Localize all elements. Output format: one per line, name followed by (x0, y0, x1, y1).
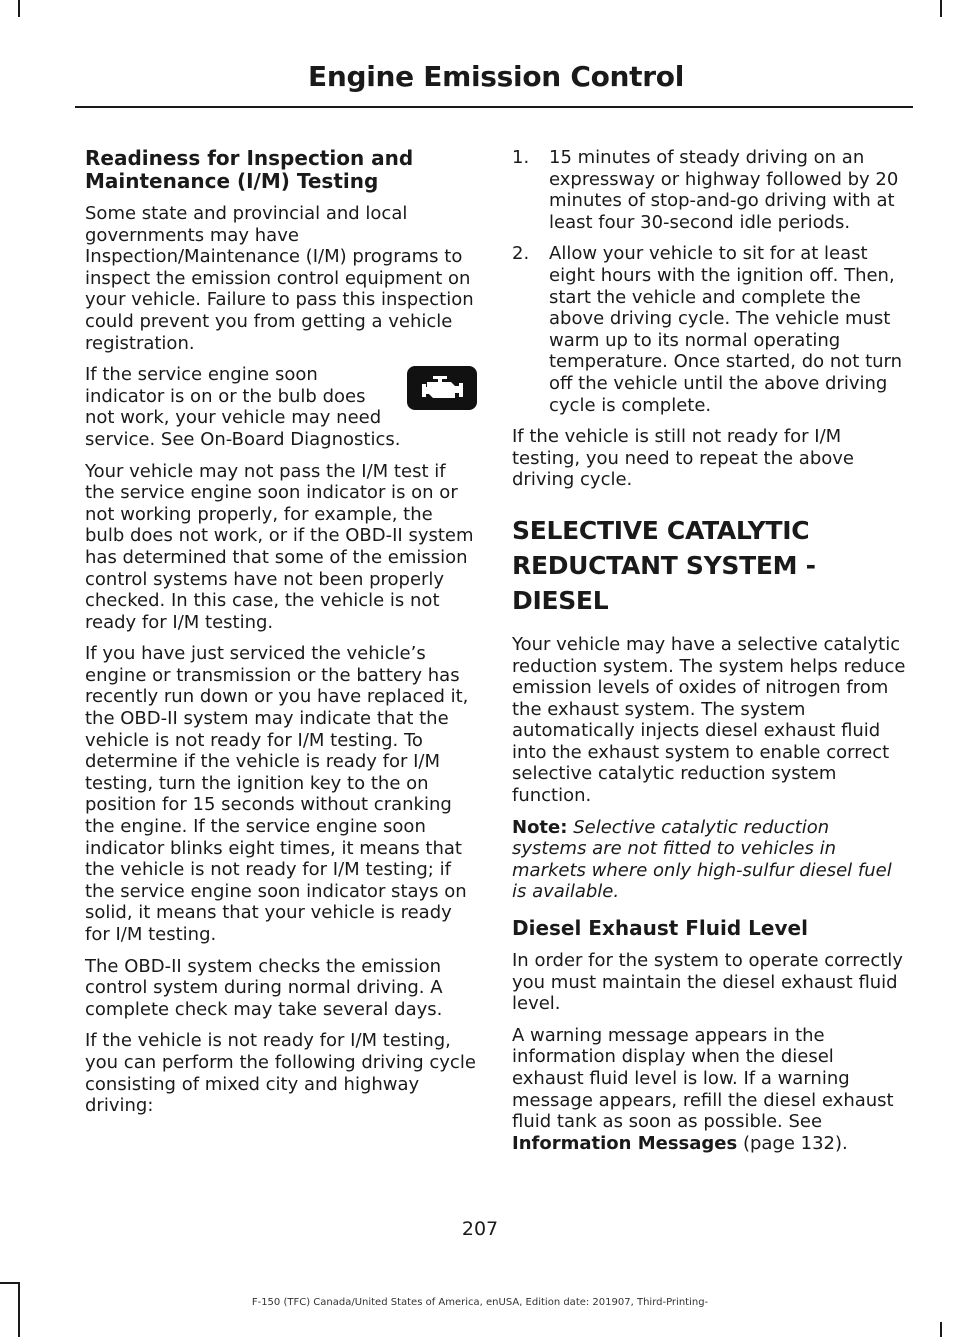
crop-mark-bottom-right (940, 1322, 942, 1337)
paragraph-just-serviced: If you have just serviced the vehicle’s engine or transmission or the battery has recently run down or you have replaced it, the OBD-II system may indicate that the vehicle is not ready for I/M testing. To determine if the vehicle is ready for I/M testing, turn the ignition key to the on position for 15 seconds without cranking the engine. If the service engine soon indicator blinks eight times, it means that the vehicle is not ready for I/M testing; if the service engine soon indicator stays on solid, it means that your vehicle is ready for I/M testing. (85, 643, 469, 945)
list-item-number: 2. (512, 243, 530, 265)
crop-mark-bottom-left (18, 1282, 20, 1337)
note-text: Selective catalytic reduction systems are not fitted to vehicles in markets where only high-sulfur diesel fuel is available. (512, 816, 892, 903)
check-engine-icon (407, 366, 477, 410)
list-item (512, 147, 907, 233)
header-rule (75, 106, 913, 108)
paragraph-obd-checks: The OBD-II system checks the emission control system during normal driving. A complete check may take several days. (85, 955, 443, 1020)
crop-mark-bottom-left-h (0, 1282, 18, 1284)
page-header-title: Engine Emission Control (308, 60, 684, 93)
section-title-line-2: REDUCTANT SYSTEM - DIESEL (512, 550, 816, 615)
section-title-scr (512, 513, 907, 618)
paragraph-scr-description: Your vehicle may have a selective catalytic reduction system. The system helps reduce emission levels of oxides of nitrogen from the exhaust system. The system automatically injects diesel exhaust fluid into the exhaust system to enable correct selective catalytic reduction system function. (512, 633, 906, 807)
section-heading-im-testing: Readiness for Inspection and Maintenance (I/M) Testing (85, 146, 414, 193)
note-paragraph (512, 817, 907, 903)
footer-edition: F-150 (TFC) Canada/United States of America, enUSA, Edition date: 201907, Third-Printing- (251, 1297, 709, 1308)
paragraph-driving-cycle-intro: If the vehicle is not ready for I/M testing, you can perform the following driving cycle consisting of mixed city and highway driving: (85, 1030, 476, 1117)
service-engine-paragraph (85, 364, 477, 450)
paragraph-may-not-pass: Your vehicle may not pass the I/M test if the service engine soon indicator is on or not working properly, for example, the bulb does not work, or if the OBD-II system has determined that some of the emission control systems have not been properly checked. In this case, the vehicle is not ready for I/M testing. (85, 460, 474, 633)
list-item-text: Allow your vehicle to sit for at least eight hours with the ignition off. Then, start the vehicle and complete the above driving cycle. The vehicle must warm up to its normal operating temperature. Once started, do not turn off the vehicle until the above driving cycle is complete. (549, 243, 903, 416)
information-messages-link[interactable]: Information Messages (512, 1132, 738, 1154)
paragraph-repeat-cycle: If the vehicle is still not ready for I/M testing, you need to repeat the above driving cycle. (512, 426, 854, 491)
paragraph-warning-message (512, 1025, 907, 1155)
list-item-number: 1. (512, 147, 530, 168)
service-engine-text: If the service engine soon indicator is on or the bulb does not work, your vehicle may need service. See On-Board Diagnostics. (85, 364, 401, 450)
page-number: 207 (461, 1218, 499, 1240)
driving-cycle-list (512, 147, 907, 416)
subheading-def-level: Diesel Exhaust Fluid Level (512, 916, 808, 941)
crop-mark-top-left (18, 0, 20, 17)
left-column (85, 147, 477, 1127)
paragraph-im-programs: Some state and provincial and local governments may have Inspection/Maintenance (I/M) programs to inspect the emission control equipment on your vehicle. Failure to pass this inspection could prevent you from getting a vehicle registration. (85, 203, 474, 354)
list-item (512, 243, 907, 416)
right-column (512, 147, 907, 1164)
note-label: Note: (512, 816, 568, 838)
reference-page: (page 132). (742, 1132, 848, 1154)
section-title-line-1: SELECTIVE CATALYTIC (512, 515, 810, 545)
crop-mark-top-right (940, 0, 942, 17)
list-item-text: 15 minutes of steady driving on an expressway or highway followed by 20 minutes of stop-and-go driving with at least four 30-second idle periods. (549, 147, 899, 233)
paragraph-maintain-level: In order for the system to operate correctly you must maintain the diesel exhaust fluid level. (512, 950, 903, 1015)
warning-text: A warning message appears in the information display when the diesel exhaust fluid level is low. If a warning message appears, refill the diesel exhaust fluid tank as soon as possible. See (512, 1024, 894, 1133)
